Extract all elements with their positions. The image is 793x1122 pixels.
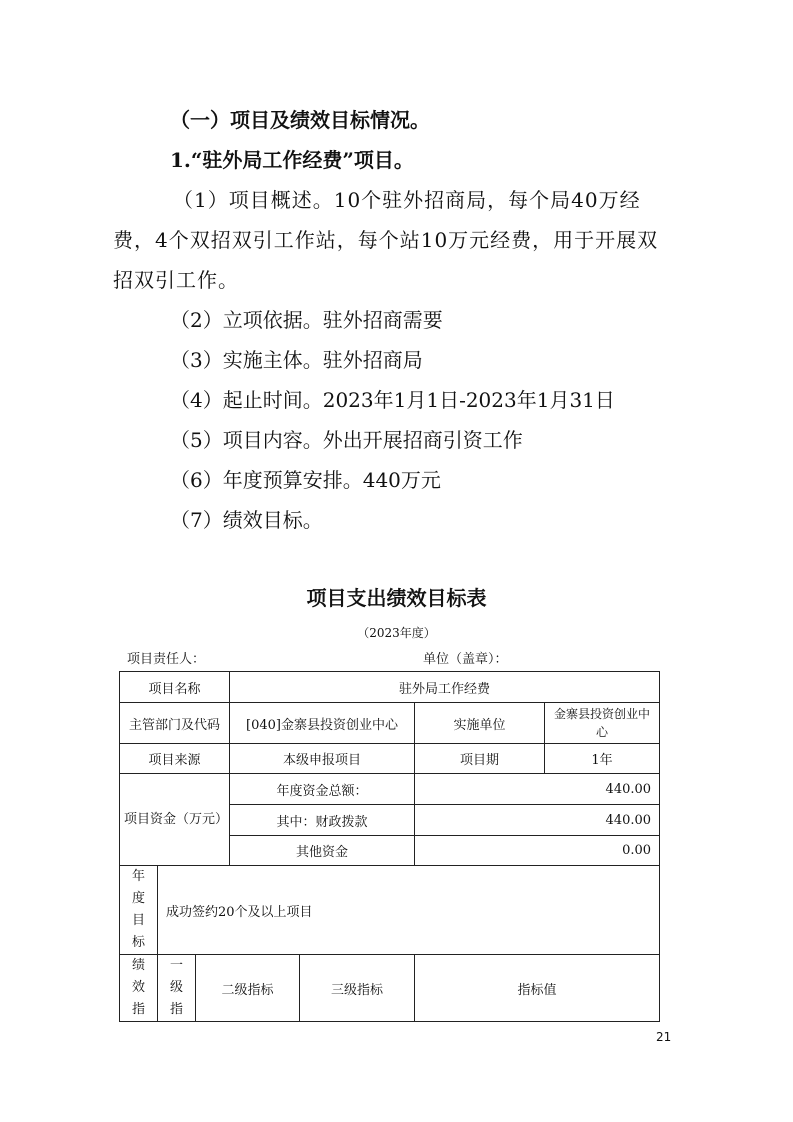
annual-goal-char: 年	[131, 869, 145, 884]
table-title: 项目支出绩效目标表	[306, 586, 487, 610]
level1-char: 一	[169, 958, 183, 973]
paragraph-content: （5）项目内容。外出开展招商引资工作	[170, 428, 523, 452]
annual-goal-label	[120, 866, 158, 955]
dept-label: 主管部门及代码	[120, 703, 230, 744]
paragraph-budget: （6）年度预算安排。440万元	[170, 468, 441, 492]
perf-indicator-label	[120, 955, 158, 1022]
paragraph-overview: （1）项目概述。10个驻外招商局，每个局40万经费，4个双招双引工作站，每个站10万元经费，用于开展双招双引工作。	[113, 188, 659, 292]
perf-char: 绩	[131, 958, 145, 973]
paragraph-period: （4）起止时间。2023年1月1日-2023年1月31日	[170, 388, 615, 412]
table-row	[120, 866, 660, 955]
fund-fiscal-value: 440.00	[415, 805, 660, 836]
source-value: 本级申报项目	[230, 744, 415, 774]
table-row	[120, 672, 660, 703]
impl-unit-value: 金寨县投资创业中心	[545, 703, 660, 744]
fund-total-label: 年度资金总额：	[230, 774, 415, 805]
project-name-label: 项目名称	[120, 672, 230, 703]
period-label: 项目期	[415, 744, 545, 774]
table-year: （2023年度）	[357, 626, 436, 640]
perf-char: 效	[131, 980, 145, 995]
paragraph-goal: （7）绩效目标。	[170, 508, 323, 532]
dept-value: [040]金寨县投资创业中心	[230, 703, 415, 744]
section-heading: （一）项目及绩效目标情况。	[170, 108, 430, 132]
annual-goal-char: 标	[131, 935, 145, 950]
table-row	[120, 703, 660, 744]
indicator-value-label: 指标值	[415, 955, 660, 1022]
paragraph-subject: （3）实施主体。驻外招商局	[170, 348, 423, 372]
fund-other-value: 0.00	[415, 836, 660, 866]
project-name-value: 驻外局工作经费	[230, 672, 660, 703]
annual-goal-char: 度	[131, 891, 145, 906]
table-row	[120, 744, 660, 774]
page-number: 21	[656, 1030, 672, 1044]
fund-total-value: 440.00	[415, 774, 660, 805]
impl-unit-label: 实施单位	[415, 703, 545, 744]
level2-indicator-label: 二级指标	[196, 955, 300, 1022]
annual-goal-char: 目	[131, 913, 145, 928]
performance-goal-table	[119, 671, 660, 1022]
fund-label: 项目资金（万元）	[120, 774, 230, 866]
table-row	[120, 774, 660, 805]
level1-char: 指	[169, 1002, 183, 1017]
period-value: 1年	[545, 744, 660, 774]
project-subheading: 1.“驻外局工作经费”项目。	[170, 148, 414, 172]
table-row	[120, 955, 660, 1022]
fund-other-label: 其他资金	[230, 836, 415, 866]
responsible-person-label: 项目责任人：	[127, 652, 206, 667]
level1-indicator-label	[158, 955, 196, 1022]
source-label: 项目来源	[120, 744, 230, 774]
unit-seal-label: 单位（盖章）：	[423, 652, 508, 667]
annual-goal-value: 成功签约20个及以上项目	[158, 866, 660, 955]
paragraph-basis: （2）立项依据。驻外招商需要	[170, 308, 443, 332]
fund-fiscal-label: 其中：财政拨款	[230, 805, 415, 836]
level1-char: 级	[169, 980, 183, 995]
perf-char: 指	[131, 1002, 145, 1017]
level3-indicator-label: 三级指标	[300, 955, 415, 1022]
